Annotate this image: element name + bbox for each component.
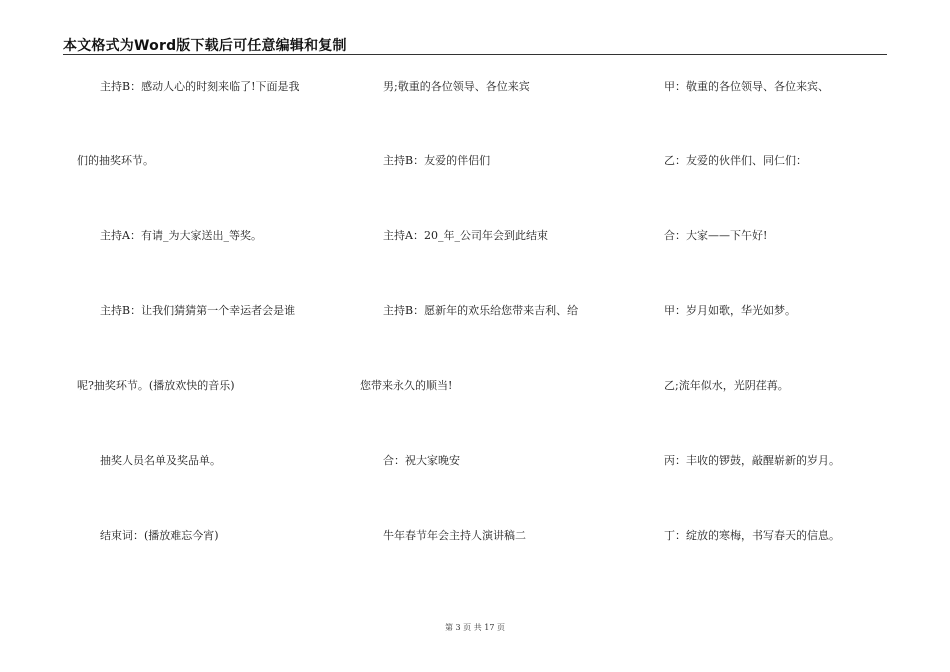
column-3-line-7: 丁：绽放的寒梅，书写春天的信息。 [664,529,840,542]
column-1-line-6: 抽奖人员名单及奖品单。 [100,454,221,467]
column-2-line-5: 您带来永久的顺当! [360,379,453,392]
column-2-line-3: 主持A：20_年_公司年会到此结束 [383,229,548,242]
column-1-line-2: 们的抽奖环节。 [77,154,154,167]
column-3-line-6: 丙：丰收的锣鼓，敲醒崭新的岁月。 [664,454,840,467]
column-3-line-2: 乙：友爱的伙伴们、同仁们： [664,154,807,167]
column-1-line-3: 主持A：有请_为大家送出_等奖。 [100,229,262,242]
column-2-line-7: 牛年春节年会主持人演讲稿二 [383,529,526,542]
header-title: 本文格式为Word版下载后可任意编辑和复制 [63,38,347,54]
column-3-line-4: 甲：岁月如歌，华光如梦。 [664,304,796,317]
document-header [63,34,887,55]
column-3-line-1: 甲：敬重的各位领导、各位来宾、 [664,80,829,93]
column-2-line-1: 男;敬重的各位领导、各位来宾 [383,80,530,93]
column-3-line-3: 合：大家——下午好! [664,229,768,242]
column-2-line-4: 主持B：愿新年的欢乐给您带来吉利、给 [383,304,579,317]
column-1-line-7: 结束词：(播放难忘今宵) [100,529,219,542]
column-2-line-6: 合：祝大家晚安 [383,454,460,467]
column-1-line-5: 呢?抽奖环节。(播放欢快的音乐) [77,379,235,392]
column-1-line-1: 主持B：感动人心的时刻来临了!下面是我 [100,80,300,93]
column-1-line-4: 主持B：让我们猜猜第一个幸运者会是谁 [100,304,296,317]
page-number: 第 3 页 共 17 页 [445,623,505,632]
column-3-line-5: 乙;流年似水，光阴荏苒。 [664,379,789,392]
column-2-line-2: 主持B：友爱的伴侣们 [383,154,491,167]
